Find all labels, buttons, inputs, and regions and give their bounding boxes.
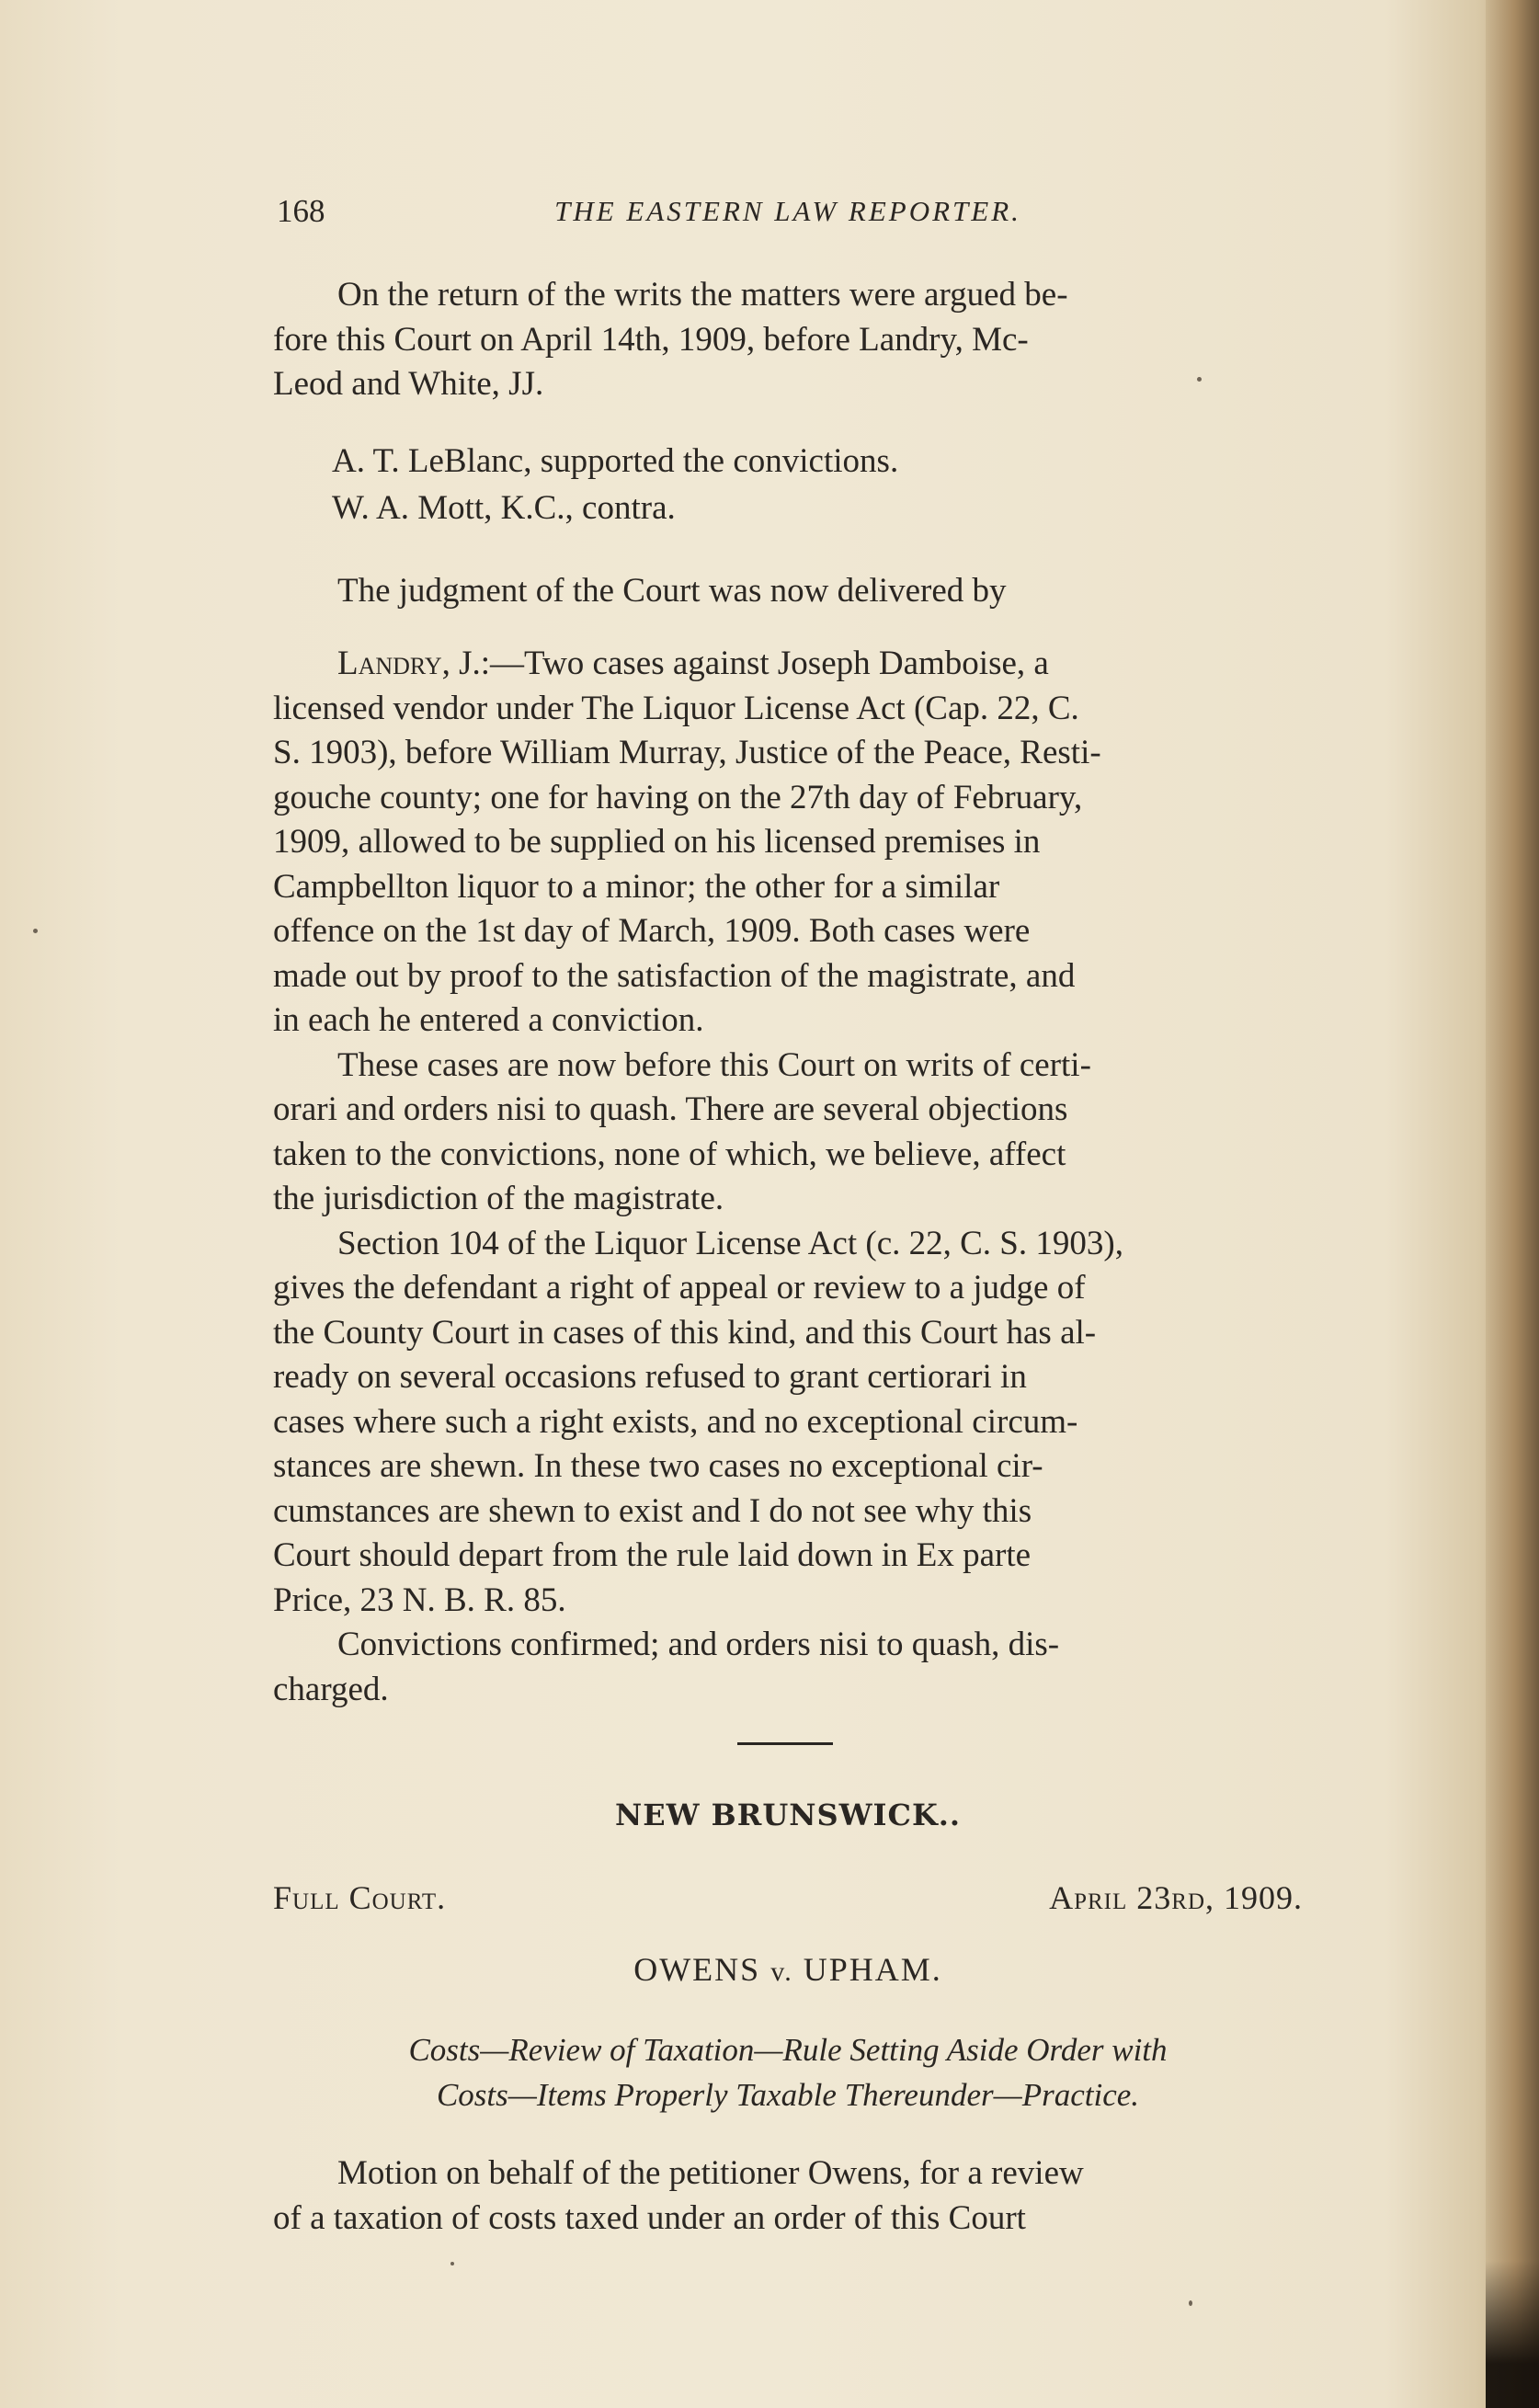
counsel-line-2: W. A. Mott, K.C., contra. [332,489,676,527]
paper-speck [450,2262,454,2265]
judgment-paragraph-1-text: :—Two cases against Joseph Damboise, a licensed vendor under The Liquor License Act (Cap. 22, C. S. 1903), before William Murray, Justice of the Peace, Resti- gouche county; one for having on the 27th day of February, 1909, allowed to be supplied on his licensed premises in Campbellton liquor to a minor; the other for a similar offence on the 1st day of March, 1909. Both cases were made out by proof to the satisfaction of the magistrate, and in each he entered a conviction. [273,645,1101,1039]
judge-name: Landry, J. [337,645,481,682]
judgment-paragraph-3: Section 104 of the Liquor License Act (c. 22, C. S. 1903), gives the defendant a right of appeal or review to a judge of the County Court in cases of this kind, and this Court has al- ready on several occasions refused to grant certiorari in cases where such a right exists, and no exceptional circum- stances are shewn. In these two cases no exceptional cir- cumstances are shewn to exist and I do not see why this Court should depart from the rule laid down in Ex parte Price, 23 N. B. R. 85. [273,1224,1123,1619]
judgment-intro-block [273,569,1303,614]
case-versus: v. [770,1957,793,1987]
page-number: 168 [277,193,325,229]
running-head: THE EASTERN LAW REPORTER. [554,195,1021,227]
judgment-paragraph-4: Convictions confirmed; and orders nisi to quash, dis- charged. [273,1626,1060,1708]
headnote-text: Costs—Review of Taxation—Rule Setting Aside Order with Costs—Items Properly Taxable Thereunder—Practice. [408,2032,1168,2113]
case-party-right: UPHAM. [803,1951,942,1988]
counsel-block [273,438,1303,531]
jurisdiction-heading: NEW BRUNSWICK.. [614,1797,962,1832]
page-header [273,193,1303,241]
paper-speck [33,929,38,933]
judgment-intro: The judgment of the Court was now delivered by [337,572,1007,610]
decision-date: April 23rd, 1909. [1049,1879,1303,1916]
page-gutter-edge [1486,0,1539,2408]
intro-block [273,273,1303,407]
case-title [273,1950,1303,1989]
paper-speck [1197,377,1202,382]
motion-block [273,2151,1303,2241]
court-date-row [273,1878,1303,1923]
counsel-line-1: A. T. LeBlanc, supported the convictions. [332,442,899,480]
page-corner-shadow [1486,2261,1539,2408]
judgment-paragraph-1 [273,642,1303,1044]
section-divider [737,1742,833,1745]
intro-paragraph: On the return of the writs the matters were argued be- fore this Court on April 14th, 1909, before Landry, Mc- Leod and White, JJ. [273,276,1068,403]
judgment-block [273,642,1303,1712]
judgment-paragraph-2: These cases are now before this Court on writs of certi- orari and orders nisi to quash. There are several objections taken to the convictions, none of which, we believe, affect the jurisdiction of the magistrate. [273,1045,1091,1217]
case-party-left: OWENS [633,1951,761,1988]
court-name: Full Court. [273,1879,447,1916]
paper-speck [1189,2300,1192,2306]
case-headnote [273,2027,1303,2117]
motion-paragraph: Motion on behalf of the petitioner Owens, for a review of a taxation of costs taxed under an order of this Court [273,2154,1084,2237]
